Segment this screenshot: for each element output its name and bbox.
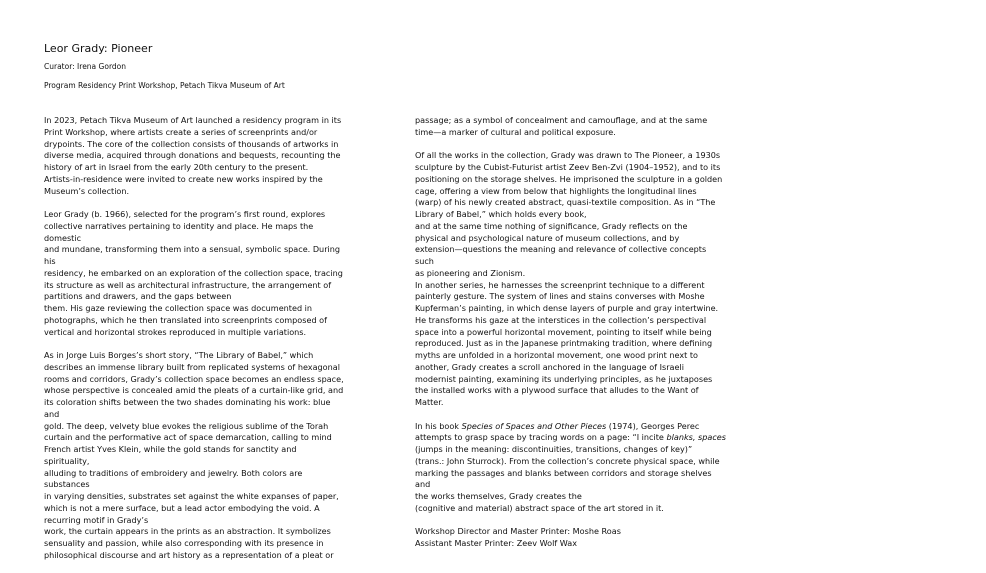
left-paragraph-1: In 2023, Petach Tikva Museum of Art launched a residency program in its Print Workshop, where artists create a series of screenprints and/or drypoints. The core of the collection consists of thousands of artworks in diverse media, acquired through donations and bequests, recounting the history of art in Israel from the early 20th century to the present. Artists-in-residence were invited to create new works inspired by the Museum’s collection.	[44, 115, 342, 196]
perec-text-a: In his book	[415, 420, 462, 431]
left-paragraph-2: Leor Grady (b. 1966), selected for the program’s first round, explores collective narratives pertaining to identity and place. He maps the domestic and mundane, transforming them into a sensual, symbolic space. During his residency, he embarked on an exploration of the collection space, tracing its structure as well as architectural infrastructure, the arrangement of partitions and drawers, and the gaps between them. His gaze reviewing the collection space was documented in photographs, which he then translated into screenprints composed of vertical and horizontal strokes reproduced in multiple variations.	[44, 209, 343, 337]
left-paragraph-3: As in Jorge Luis Borges’s short story, “The Library of Babel,” which describes an immense library built from replicated systems of hexagonal rooms and corridors, Grady’s collection space becomes an endless space, whose perspective is concealed amid the pleats of a curtain-like grid, and its coloration shifts between the two shades dominating his work: blue and gold. The deep, velvety blue evokes the religious sublime of the Torah curtain and the performative act of space demarcation, calling to mind French artist Yves Klein, while the gold stands for sanctity and spirituality, alluding to traditions of embroidery and jewelry. Both colors are substances in varying densities, substrates set against the white expanses of paper, which is not a mere surface, but a lead actor embodying the void. A recurring motif in Grady’s work, the curtain appears in the prints as an abstraction. It symbolizes sensuality and passion, while also corresponding with its presence in philosophical discourse and art history as a representation of a pleat or	[44, 350, 344, 560]
curator-line: Curator: Irena Gordon	[44, 62, 126, 71]
right-column	[415, 115, 727, 550]
page-title: Leor Grady: Pioneer	[44, 42, 153, 55]
perec-text-b: (1974), Georges Perec attempts to grasp space by tracing words on a page: “I incite	[415, 420, 700, 443]
perec-quote: blanks, spaces	[666, 432, 726, 443]
program-line: Program Residency Print Workshop, Petach Tikva Museum of Art	[44, 81, 285, 90]
right-paragraph-1: passage; as a symbol of concealment and camouflage, and at the same time—a marker of cultural and political exposure.	[415, 115, 708, 137]
perec-text-c: (jumps in the meaning: discontinuities, transitions, changes of key)” (trans.: John Sturrock). From the collection’s concrete physical space, while marking the passages and blanks between corridors and storage shelves and the works themselves, Grady creates the (cognitive and material) abstract space of the art stored in it.	[415, 444, 720, 513]
book-title: Species of Spaces and Other Pieces	[461, 420, 607, 431]
left-column	[44, 115, 344, 573]
right-paragraph-2: Of all the works in the collection, Grady was drawn to The Pioneer, a 1930s sculpture by the Cubist-Futurist artist Zeev Ben-Zvi (1904–1952), and to its positioning on the storage shelves. He imprisoned the sculpture in a golden cage, offering a view from below that highlights the longitudinal lines (warp) of his newly created abstract, quasi-textile composition. As in “The Library of Babel,” which holds every book, and at the same time nothing of significance, Grady reflects on the physical and psychological nature of museum collections, and by extension—questions the meaning and relevance of collective concepts such as pioneering and Zionism. In another series, he harnesses the screenprint technique to a different painterly gesture. The system of lines and stains converses with Moshe Kupferman’s painting, in which dense layers of purple and gray intertwine. He transforms his gaze at the interstices in the collection’s perspectival space into a powerful horizontal movement, pointing to itself while being reproduced. Just as in the Japanese printmaking tradition, where defining myths are unfolded in a horizontal movement, one wood print next to another, Grady creates a scroll anchored in the language of Israeli modernist painting, examining its underlying principles, as he juxtaposes the installed works with a plywood surface that alludes to the Want of Matter.	[415, 150, 723, 407]
credits: Workshop Director and Master Printer: Moshe Roas Assistant Master Printer: Zeev Wolf Wax	[415, 526, 621, 548]
right-paragraph-3	[415, 421, 727, 515]
